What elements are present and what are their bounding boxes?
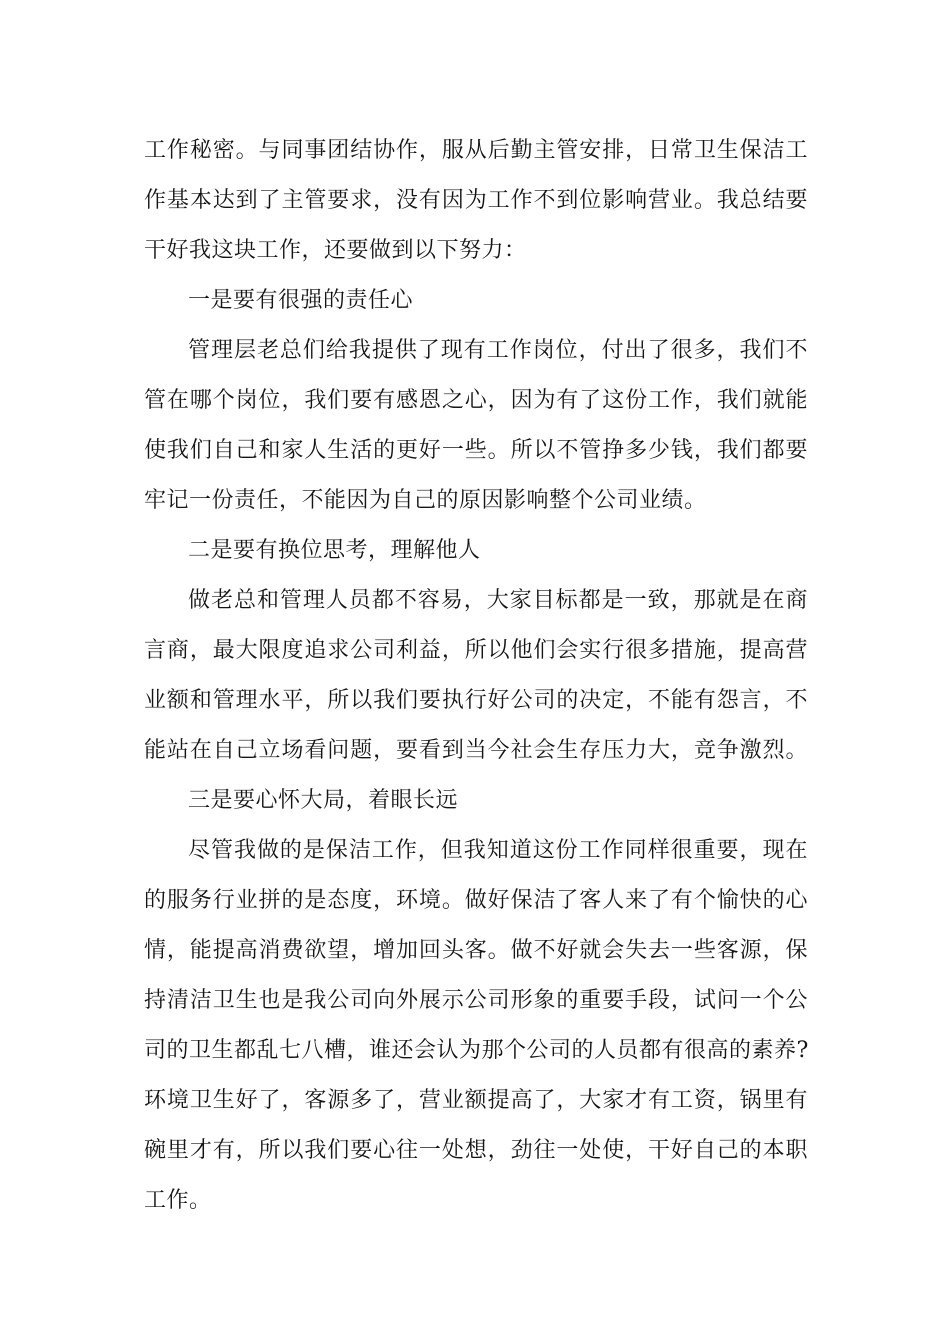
paragraph-line: 业额和管理水平，所以我们要执行好公司的决定，不能有怨言，不 <box>144 688 808 713</box>
paragraph-line: 尽管我做的是保洁工作，但我知道这份工作同样很重要，现在 <box>188 838 808 863</box>
paragraph-line: 使我们自己和家人生活的更好一些。所以不管挣多少钱，我们都要 <box>144 438 808 463</box>
paragraph-line: 牢记一份责任，不能因为自己的原因影响整个公司业绩。 <box>144 488 707 513</box>
paragraph-line: 言商，最大限度追求公司利益，所以他们会实行很多措施，提高营 <box>144 638 808 663</box>
paragraph-line: 干好我这块工作，还要做到以下努力： <box>144 238 527 263</box>
paragraph-line: 作基本达到了主管要求，没有因为工作不到位影响营业。我总结要 <box>144 188 808 213</box>
paragraph-line: 做老总和管理人员都不容易，大家目标都是一致，那就是在商 <box>188 588 808 613</box>
paragraph-line: 工作秘密。与同事团结协作，服从后勤主管安排，日常卫生保洁工 <box>144 138 808 163</box>
paragraph-line: 情，能提高消费欲望，增加回头客。做不好就会失去一些客源，保 <box>144 938 808 963</box>
section-heading-2: 二是要有换位思考，理解他人 <box>188 538 481 563</box>
paragraph-line: 的服务行业拼的是态度，环境。做好保洁了客人来了有个愉快的心 <box>144 888 808 913</box>
paragraph-line: 持清洁卫生也是我公司向外展示公司形象的重要手段，试问一个公 <box>144 988 808 1013</box>
paragraph-line: 管在哪个岗位，我们要有感恩之心，因为有了这份工作，我们就能 <box>144 388 808 413</box>
section-heading-1: 一是要有很强的责任心 <box>188 288 414 313</box>
paragraph-line: 环境卫生好了，客源多了，营业额提高了，大家才有工资，锅里有 <box>144 1088 808 1113</box>
paragraph-line: 管理层老总们给我提供了现有工作岗位，付出了很多，我们不 <box>188 338 808 363</box>
section-heading-3: 三是要心怀大局，着眼长远 <box>188 788 459 813</box>
paragraph-line: 工作。 <box>144 1188 212 1213</box>
paragraph-line: 能站在自己立场看问题，要看到当今社会生存压力大，竞争激烈。 <box>144 738 808 763</box>
paragraph-line: 碗里才有，所以我们要心往一处想，劲往一处使，干好自己的本职 <box>144 1138 808 1163</box>
paragraph-line: 司的卫生都乱七八槽，谁还会认为那个公司的人员都有很高的素养? <box>144 1038 809 1063</box>
